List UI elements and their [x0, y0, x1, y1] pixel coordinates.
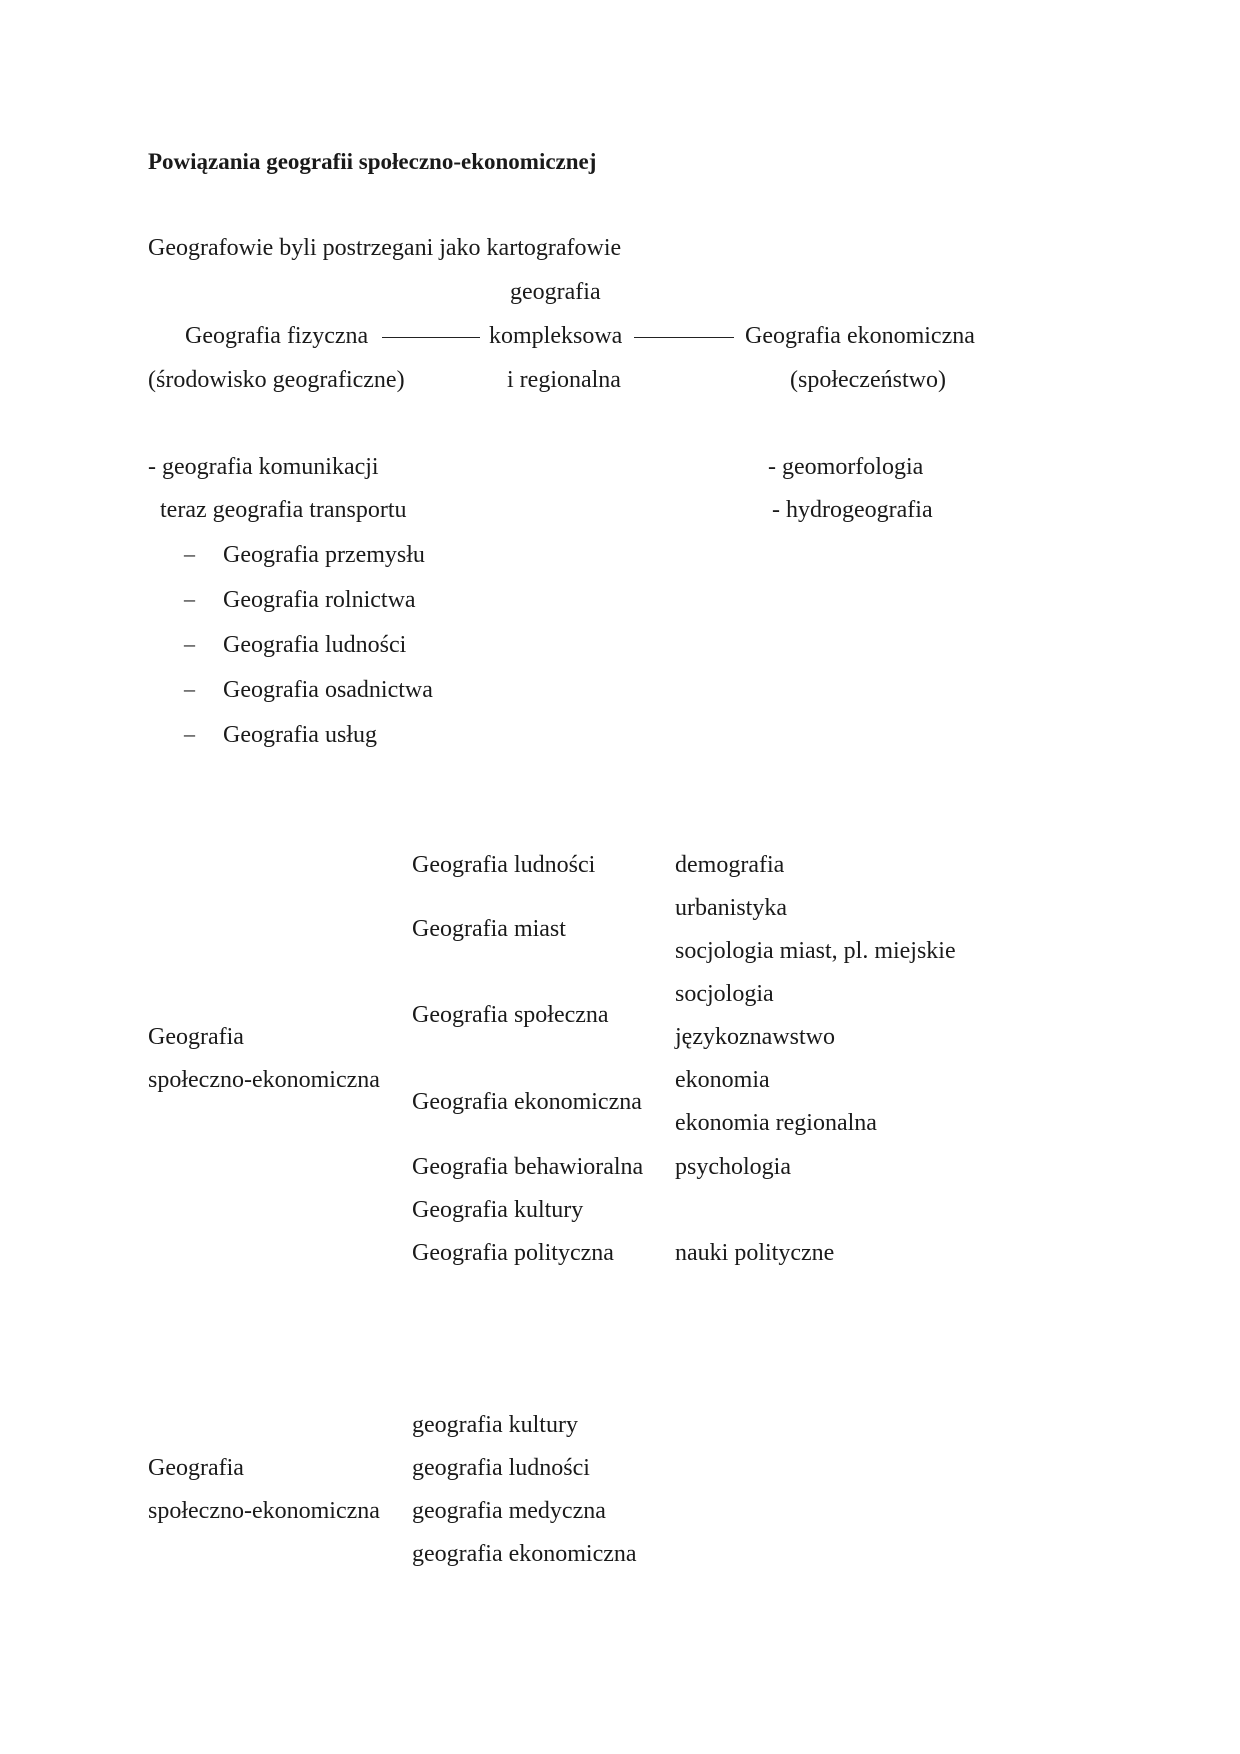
table1-subfield: Geografia ekonomiczna — [412, 1089, 642, 1115]
list-item: Geografia usług — [223, 722, 377, 748]
diagram-right-label: Geografia ekonomiczna — [745, 323, 975, 349]
table1-related: nauki polityczne — [675, 1240, 835, 1266]
connector-line-right — [634, 337, 734, 338]
table1-subfield: Geografia behawioralna — [412, 1154, 644, 1180]
intro-text: Geografowie byli postrzegani jako kartografowie — [148, 235, 622, 261]
list-dash: – — [184, 586, 195, 611]
table1-root-line2: społeczno-ekonomiczna — [148, 1067, 380, 1093]
table1-related: ekonomia — [675, 1067, 770, 1093]
list-dash: – — [184, 721, 195, 746]
table1-subfield: Geografia ludności — [412, 852, 596, 878]
table2-item: geografia ludności — [412, 1455, 590, 1481]
table1-related: językoznawstwo — [675, 1024, 835, 1050]
left-item-first: - geografia komunikacji — [148, 454, 379, 480]
list-dash: – — [184, 631, 195, 656]
page-title: Powiązania geografii społeczno-ekonomicznej — [148, 149, 597, 174]
diagram-left-sub: (środowisko geograficzne) — [148, 367, 405, 393]
table2-root-line1: Geografia — [148, 1455, 244, 1481]
table1-subfield: Geografia kultury — [412, 1197, 584, 1223]
table1-subfield: Geografia polityczna — [412, 1240, 614, 1266]
connector-line-left — [382, 337, 480, 338]
table2-item: geografia medyczna — [412, 1498, 606, 1524]
diagram-center-line2: kompleksowa — [489, 323, 623, 349]
table1-related: demografia — [675, 852, 785, 878]
diagram-left-label: Geografia fizyczna — [185, 323, 369, 349]
table1-related: psychologia — [675, 1154, 791, 1180]
list-item: Geografia rolnictwa — [223, 587, 416, 613]
table1-subfield: Geografia miast — [412, 916, 566, 942]
table1-related: socjologia miast, pl. miejskie — [675, 938, 956, 964]
list-item: Geografia osadnictwa — [223, 677, 433, 703]
diagram-center-line1: geografia — [510, 279, 601, 305]
diagram-right-sub: (społeczeństwo) — [790, 367, 946, 393]
left-item-second: teraz geografia transportu — [160, 497, 407, 523]
table2-root-line2: społeczno-ekonomiczna — [148, 1498, 380, 1524]
list-item: Geografia przemysłu — [223, 542, 425, 568]
diagram-center-line3: i regionalna — [507, 367, 621, 393]
table2-item: geografia ekonomiczna — [412, 1541, 637, 1567]
list-dash: – — [184, 541, 195, 566]
list-dash: – — [184, 676, 195, 701]
table1-subfield: Geografia społeczna — [412, 1002, 609, 1028]
table1-root-line1: Geografia — [148, 1024, 244, 1050]
right-item: - hydrogeografia — [772, 497, 933, 523]
list-item: Geografia ludności — [223, 632, 407, 658]
table1-related: ekonomia regionalna — [675, 1110, 877, 1136]
table2-item: geografia kultury — [412, 1412, 578, 1438]
right-item: - geomorfologia — [768, 454, 924, 480]
table1-related: urbanistyka — [675, 895, 787, 921]
table1-related: socjologia — [675, 981, 774, 1007]
